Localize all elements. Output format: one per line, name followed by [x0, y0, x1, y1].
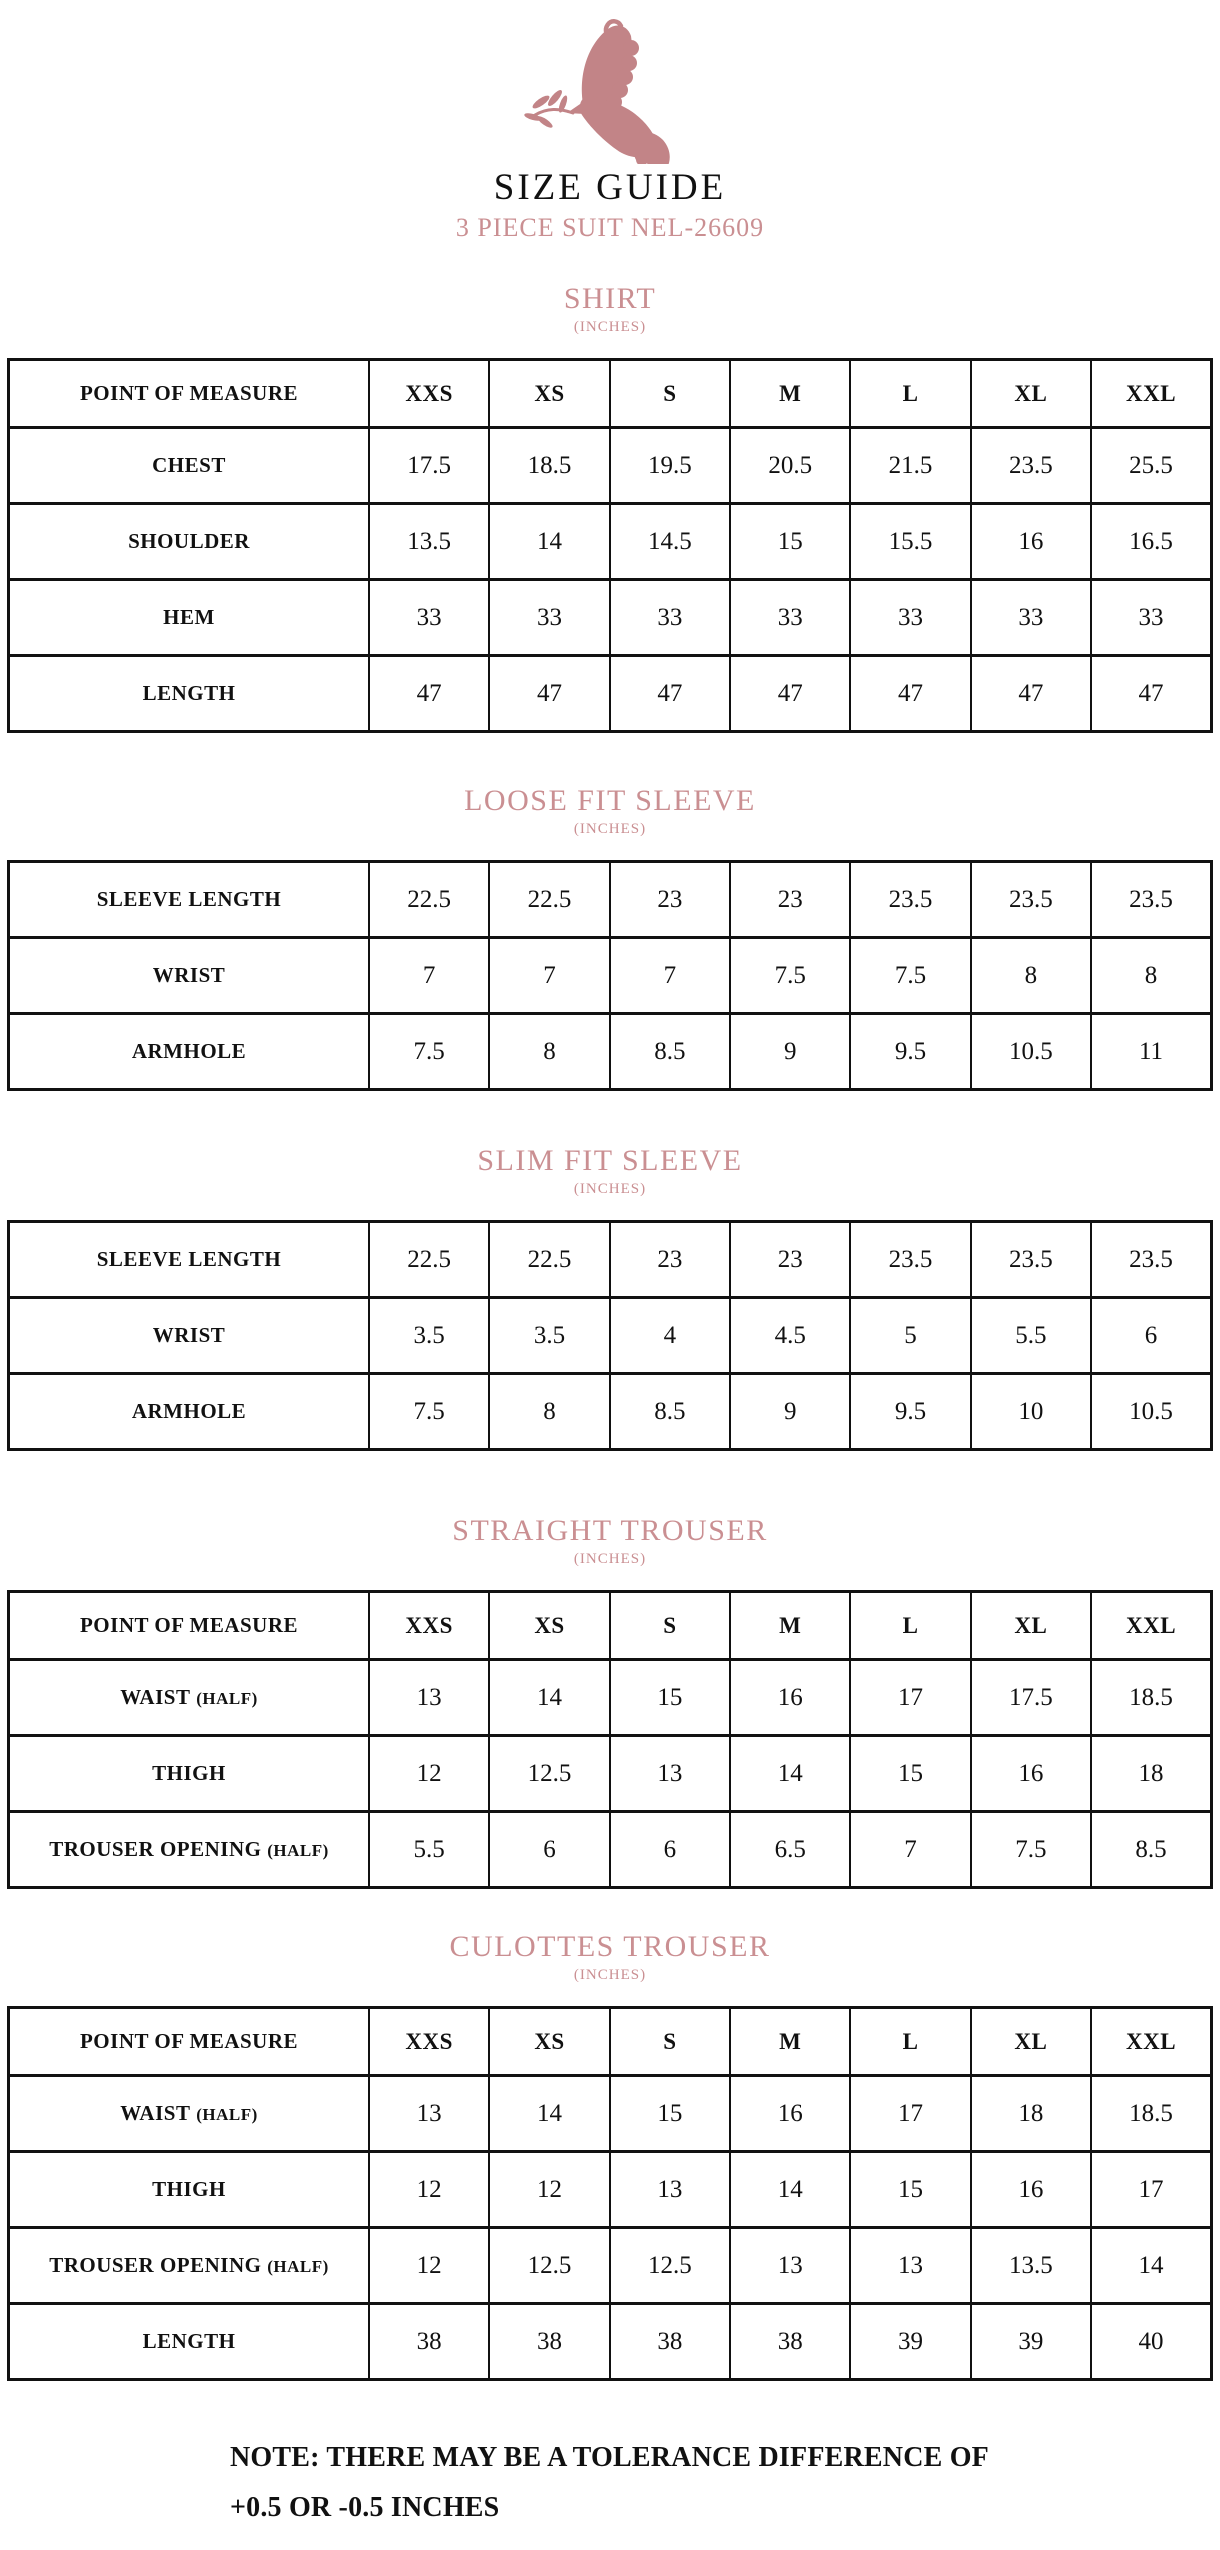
size-column-header: XXS	[369, 2008, 489, 2076]
page-title: SIZE GUIDE	[493, 167, 727, 208]
table-header-row	[9, 2008, 1212, 2076]
size-column-header: XS	[489, 1592, 609, 1660]
measure-label: TROUSER OPENING	[49, 2253, 262, 2277]
measure-value: 22.5	[489, 1222, 609, 1298]
measure-value: 17.5	[971, 1660, 1091, 1736]
measure-value: 6	[489, 1812, 609, 1888]
measure-value: 7	[610, 938, 730, 1014]
measure-value: 8	[1091, 938, 1211, 1014]
measure-row	[9, 2076, 1212, 2152]
measure-value: 12.5	[489, 2228, 609, 2304]
measure-value: 13	[610, 2152, 730, 2228]
measure-value: 16	[971, 504, 1091, 580]
measure-label: WRIST	[152, 963, 226, 987]
measure-value: 14	[1091, 2228, 1211, 2304]
size-column-header: S	[610, 2008, 730, 2076]
measure-value: 33	[489, 580, 609, 656]
measure-label-cell	[9, 862, 370, 938]
measure-value: 8	[489, 1374, 609, 1450]
table-header-row	[9, 360, 1212, 428]
measure-label-cell	[9, 2304, 370, 2380]
measure-value: 33	[850, 580, 970, 656]
measure-label-suffix: (HALF)	[196, 1689, 258, 1708]
measure-label-cell	[9, 580, 370, 656]
measure-value: 13.5	[971, 2228, 1091, 2304]
measure-value: 8.5	[610, 1374, 730, 1450]
measure-value: 8	[489, 1014, 609, 1090]
measure-value: 25.5	[1091, 428, 1211, 504]
measure-row	[9, 656, 1212, 732]
measure-value: 6	[610, 1812, 730, 1888]
page-header	[0, 0, 1220, 243]
measure-value: 22.5	[369, 1222, 489, 1298]
measure-row	[9, 580, 1212, 656]
measure-value: 9.5	[850, 1374, 970, 1450]
size-column-header: L	[850, 2008, 970, 2076]
measure-value: 6.5	[730, 1812, 850, 1888]
measure-value: 22.5	[369, 862, 489, 938]
measure-value: 22.5	[489, 862, 609, 938]
size-column-header: L	[850, 1592, 970, 1660]
measure-label-cell	[9, 1374, 370, 1450]
measure-value: 23.5	[971, 1222, 1091, 1298]
measure-value: 8	[971, 938, 1091, 1014]
size-column-header: M	[730, 2008, 850, 2076]
measure-value: 7.5	[971, 1812, 1091, 1888]
unit-label: (INCHES)	[573, 1181, 647, 1197]
measure-value: 33	[971, 580, 1091, 656]
measure-value: 4	[610, 1298, 730, 1374]
size-column-header: M	[730, 360, 850, 428]
measure-row	[9, 504, 1212, 580]
measure-value: 47	[971, 656, 1091, 732]
size-column-header: XL	[971, 360, 1091, 428]
tolerance-note-line1: NOTE: THERE MAY BE A TOLERANCE DIFFERENCE OF	[230, 2442, 989, 2473]
section-heading: SLIM FIT SLEEVE	[477, 1144, 743, 1177]
measure-value: 14	[730, 2152, 850, 2228]
measure-value: 15	[610, 1660, 730, 1736]
measure-value: 18.5	[1091, 1660, 1211, 1736]
measurement-section	[0, 281, 1220, 733]
measure-value: 15	[610, 2076, 730, 2152]
unit-label: (INCHES)	[573, 319, 647, 335]
point-of-measure-header: POINT OF MEASURE	[9, 1592, 370, 1660]
measure-value: 17	[1091, 2152, 1211, 2228]
measure-value: 47	[610, 656, 730, 732]
measure-value: 5.5	[971, 1298, 1091, 1374]
measure-value: 23	[610, 1222, 730, 1298]
measure-label-cell	[9, 2076, 370, 2152]
measure-value: 39	[850, 2304, 970, 2380]
size-column-header: XS	[489, 360, 609, 428]
size-column-header: XXS	[369, 1592, 489, 1660]
measure-label-cell	[9, 1660, 370, 1736]
size-column-header: XXL	[1091, 2008, 1211, 2076]
measure-value: 7	[850, 1812, 970, 1888]
point-of-measure-header: POINT OF MEASURE	[9, 360, 370, 428]
measure-value: 16	[971, 2152, 1091, 2228]
measure-row	[9, 1736, 1212, 1812]
measure-value: 38	[369, 2304, 489, 2380]
measure-value: 8.5	[1091, 1812, 1211, 1888]
measure-value: 13	[730, 2228, 850, 2304]
size-column-header: XL	[971, 1592, 1091, 1660]
point-of-measure-header: POINT OF MEASURE	[9, 2008, 370, 2076]
section-heading: STRAIGHT TROUSER	[452, 1514, 768, 1547]
measure-value: 18.5	[1091, 2076, 1211, 2152]
measure-label: ARMHOLE	[131, 1399, 247, 1423]
size-column-header: XL	[971, 2008, 1091, 2076]
measure-value: 39	[971, 2304, 1091, 2380]
measurement-table	[7, 1590, 1213, 1889]
size-column-header: XS	[489, 2008, 609, 2076]
measure-label: HEM	[163, 605, 215, 629]
unit-label: (INCHES)	[573, 1967, 647, 1983]
measure-value: 23	[610, 862, 730, 938]
measure-value: 33	[610, 580, 730, 656]
measure-value: 17	[850, 2076, 970, 2152]
unit-label: (INCHES)	[573, 821, 647, 837]
product-subtitle: 3 PIECE SUIT NEL-26609	[455, 213, 765, 242]
measure-value: 7.5	[730, 938, 850, 1014]
measure-value: 14	[489, 504, 609, 580]
measure-row	[9, 2152, 1212, 2228]
measure-value: 14.5	[610, 504, 730, 580]
measure-value: 13	[369, 1660, 489, 1736]
measure-value: 9.5	[850, 1014, 970, 1090]
size-column-header: S	[610, 360, 730, 428]
size-column-header: S	[610, 1592, 730, 1660]
table-header-row	[9, 1592, 1212, 1660]
measure-label: WAIST	[120, 1685, 191, 1709]
measure-label: THIGH	[152, 1761, 226, 1785]
measure-value: 23.5	[1091, 1222, 1211, 1298]
measure-value: 17.5	[369, 428, 489, 504]
measure-row	[9, 2304, 1212, 2380]
measure-value: 23	[730, 1222, 850, 1298]
measure-value: 13	[610, 1736, 730, 1812]
measure-value: 16	[730, 1660, 850, 1736]
measure-value: 4.5	[730, 1298, 850, 1374]
measure-value: 7	[489, 938, 609, 1014]
measure-value: 13	[850, 2228, 970, 2304]
tolerance-note	[230, 2433, 1080, 2533]
measure-value: 12.5	[489, 1736, 609, 1812]
size-column-header: M	[730, 1592, 850, 1660]
measure-label: WRIST	[152, 1323, 226, 1347]
measurement-section	[0, 1143, 1220, 1451]
measure-value: 7.5	[369, 1014, 489, 1090]
measure-value: 12	[369, 1736, 489, 1812]
measure-row	[9, 1298, 1212, 1374]
measure-value: 14	[489, 1660, 609, 1736]
measure-value: 9	[730, 1014, 850, 1090]
measure-value: 38	[730, 2304, 850, 2380]
measure-value: 12.5	[610, 2228, 730, 2304]
measure-value: 5	[850, 1298, 970, 1374]
measure-value: 18	[971, 2076, 1091, 2152]
measurement-section	[0, 1929, 1220, 2381]
measure-label: TROUSER OPENING	[49, 1837, 262, 1861]
measure-label-cell	[9, 504, 370, 580]
measure-value: 5.5	[369, 1812, 489, 1888]
measure-value: 3.5	[369, 1298, 489, 1374]
measurement-table	[7, 860, 1213, 1091]
measure-value: 14	[730, 1736, 850, 1812]
measure-value: 10.5	[1091, 1374, 1211, 1450]
measure-value: 7.5	[850, 938, 970, 1014]
measure-label-cell	[9, 656, 370, 732]
measure-label: LENGTH	[142, 681, 236, 705]
measure-label: ARMHOLE	[131, 1039, 247, 1063]
section-heading: SHIRT	[563, 282, 657, 315]
measure-value: 14	[489, 2076, 609, 2152]
measure-label: SHOULDER	[128, 529, 250, 553]
measure-value: 47	[850, 656, 970, 732]
measure-value: 38	[489, 2304, 609, 2380]
measure-value: 9	[730, 1374, 850, 1450]
measure-value: 15	[730, 504, 850, 580]
measurement-section	[0, 1513, 1220, 1889]
measure-value: 13	[369, 2076, 489, 2152]
measure-value: 15	[850, 2152, 970, 2228]
measure-value: 10.5	[971, 1014, 1091, 1090]
measure-value: 23	[730, 862, 850, 938]
measure-label-cell	[9, 2152, 370, 2228]
unit-label: (INCHES)	[573, 1551, 647, 1567]
measure-value: 8.5	[610, 1014, 730, 1090]
measure-value: 47	[369, 656, 489, 732]
measure-value: 18.5	[489, 428, 609, 504]
size-column-header: XXL	[1091, 360, 1211, 428]
measure-row	[9, 1222, 1212, 1298]
measurement-table	[7, 1220, 1213, 1451]
measure-value: 33	[730, 580, 850, 656]
measure-value: 19.5	[610, 428, 730, 504]
measure-label-suffix: (HALF)	[196, 2105, 258, 2124]
measure-value: 7.5	[369, 1374, 489, 1450]
measure-row	[9, 1014, 1212, 1090]
measure-row	[9, 2228, 1212, 2304]
section-heading: LOOSE FIT SLEEVE	[464, 784, 756, 817]
section-heading: CULOTTES TROUSER	[449, 1930, 771, 1963]
measure-value: 7	[369, 938, 489, 1014]
measure-value: 12	[369, 2228, 489, 2304]
size-column-header: L	[850, 360, 970, 428]
measure-value: 23.5	[1091, 862, 1211, 938]
measure-value: 3.5	[489, 1298, 609, 1374]
measure-value: 23.5	[971, 428, 1091, 504]
measure-label: WAIST	[120, 2101, 191, 2125]
measure-label-cell	[9, 938, 370, 1014]
measure-row	[9, 1660, 1212, 1736]
measure-value: 38	[610, 2304, 730, 2380]
measure-value: 23.5	[850, 862, 970, 938]
measure-row	[9, 428, 1212, 504]
measure-label-cell	[9, 1298, 370, 1374]
measure-label-cell	[9, 428, 370, 504]
measurement-section	[0, 783, 1220, 1091]
measure-value: 21.5	[850, 428, 970, 504]
measure-value: 20.5	[730, 428, 850, 504]
measure-value: 12	[369, 2152, 489, 2228]
measure-label: CHEST	[152, 453, 226, 477]
measure-value: 13.5	[369, 504, 489, 580]
measure-value: 15	[850, 1736, 970, 1812]
measure-label-cell	[9, 1736, 370, 1812]
measure-value: 23.5	[850, 1222, 970, 1298]
measure-label-cell	[9, 1222, 370, 1298]
measure-value: 18	[1091, 1736, 1211, 1812]
measure-value: 16.5	[1091, 504, 1211, 580]
measure-row	[9, 1812, 1212, 1888]
measure-label-suffix: (HALF)	[267, 1841, 329, 1860]
measure-label: LENGTH	[142, 2329, 236, 2353]
measure-value: 16	[730, 2076, 850, 2152]
measurement-table	[7, 358, 1213, 733]
measure-value: 11	[1091, 1014, 1211, 1090]
measure-value: 16	[971, 1736, 1091, 1812]
measure-label-cell	[9, 2228, 370, 2304]
measure-value: 33	[1091, 580, 1211, 656]
tolerance-note-line2: +0.5 OR -0.5 INCHES	[230, 2492, 500, 2523]
measure-value: 47	[730, 656, 850, 732]
measure-label: SLEEVE LENGTH	[96, 887, 282, 911]
measurement-table	[7, 2006, 1213, 2381]
size-column-header: XXS	[369, 360, 489, 428]
measure-label: SLEEVE LENGTH	[96, 1247, 282, 1271]
measure-value: 10	[971, 1374, 1091, 1450]
measure-value: 23.5	[971, 862, 1091, 938]
dove-olive-branch-icon	[485, 14, 735, 164]
measure-value: 6	[1091, 1298, 1211, 1374]
measure-label: THIGH	[152, 2177, 226, 2201]
measure-row	[9, 862, 1212, 938]
measure-value: 12	[489, 2152, 609, 2228]
measure-label-suffix: (HALF)	[267, 2257, 329, 2276]
measure-value: 47	[1091, 656, 1211, 732]
sections-container	[0, 281, 1220, 2381]
measure-value: 33	[369, 580, 489, 656]
measure-row	[9, 1374, 1212, 1450]
measure-label-cell	[9, 1014, 370, 1090]
measure-label-cell	[9, 1812, 370, 1888]
size-column-header: XXL	[1091, 1592, 1211, 1660]
measure-value: 17	[850, 1660, 970, 1736]
measure-value: 47	[489, 656, 609, 732]
measure-value: 15.5	[850, 504, 970, 580]
measure-value: 40	[1091, 2304, 1211, 2380]
measure-row	[9, 938, 1212, 1014]
